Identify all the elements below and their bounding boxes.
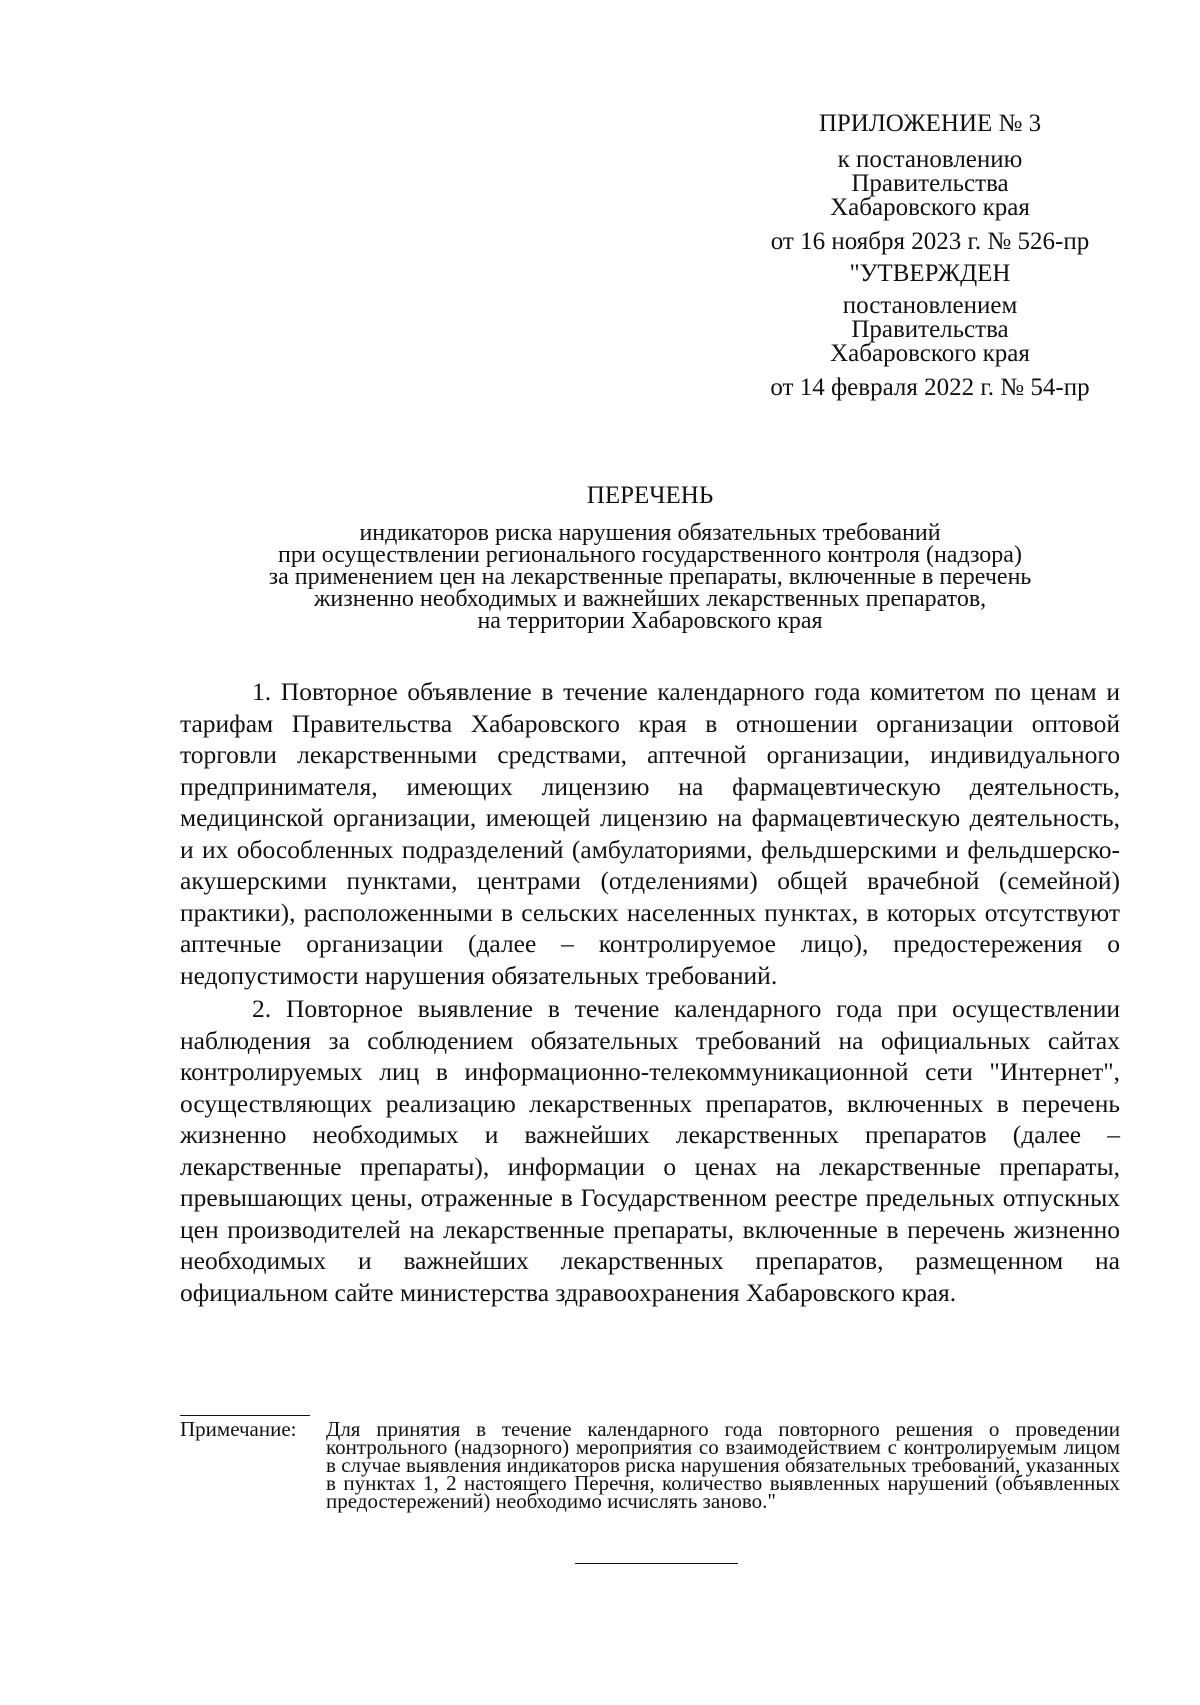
appendix-header — [740, 112, 1120, 408]
resolution-ref-date: от 16 ноября 2023 г. № 526-пр — [770, 228, 1090, 255]
resolution-ref-line-2: Правительства — [851, 170, 1009, 197]
approved-line-3: Хабаровского края — [830, 340, 1030, 367]
approved-label: "УТВЕРЖДЕН — [849, 260, 1011, 287]
resolution-ref-line-1: к постановлению — [837, 146, 1023, 173]
resolution-ref-line-3: Хабаровского края — [830, 194, 1030, 221]
document-body — [180, 676, 1120, 1310]
subtitle-line-3: за применением цен на лекарственные препараты, включенные в перечень — [268, 564, 1032, 590]
subtitle-line-2: при осуществлении регионального государственного контроля (надзора) — [278, 542, 1022, 568]
subtitle-line-1: индикаторов риска нарушения обязательных требований — [359, 520, 941, 546]
document-title: ПЕРЕЧЕНЬ — [586, 482, 714, 509]
paragraph-2: 2. Повторное выявление в течение календарного года при осуществлении наблюдения за соблюдением обязательных требований на официальных сайтах контролируемых лиц в информационно-телекоммуникационной сети "Интернет", осуществляющих реализацию лекарственных препаратов, включенных в перечень жизненно необходимых и важнейших лекарственных препаратов (далее – лекарственные препараты), информации о ценах на лекарственные препараты, превышающих цены, отраженные в Государственном реестре предельных отпускных цен производителей на лекарственные препараты, включенные в перечень жизненно необходимых и важнейших лекарственных препаратов, размещенном на официальном сайте министерства здравоохранения Хабаровского края. — [180, 994, 1120, 1307]
paragraph-1: 1. Повторное объявление в течение календарного года комитетом по ценам и тарифам Правительства Хабаровского края в отношении организации оптовой торговли лекарственными средствами, аптечной организации, индивидуального предпринимателя, имеющих лицензию на фармацевтическую деятельность, медицинской организации, имеющей лицензию на фармацевтическую деятельность, и их обособленных подразделений (амбулаториями, фельдшерскими и фельдшерско-акушерскими пунктами, центрами (отделениями) общей врачебной (семейной) практики), расположенными в сельских населенных пунктах, в которых отсутствуют аптечные организации (далее – контролируемое лицо), предостережения о недопустимости нарушения обязательных требований. — [180, 677, 1120, 990]
approved-line-1: постановлением — [842, 292, 1018, 319]
appendix-title: ПРИЛОЖЕНИЕ № 3 — [818, 110, 1042, 137]
end-divider — [575, 1563, 738, 1564]
approved-date: от 14 февраля 2022 г. № 54-пр — [770, 374, 1090, 401]
subtitle-line-5: на территории Хабаровского края — [477, 608, 823, 634]
approved-line-2: Правительства — [851, 316, 1009, 343]
footnote-label: Примечание: — [180, 1417, 297, 1441]
document-subtitle — [180, 522, 1120, 632]
subtitle-line-4: жизненно необходимых и важнейших лекарственных препаратов, — [313, 586, 987, 612]
footnote-divider — [180, 1415, 310, 1416]
footnote-text: Для принятия в течение календарного года повторного решения о проведении контрольного (надзорного) мероприятия со взаимодействием с контролируемым лицом в случае выявления индикаторов риска нарушения обязательных требований, указанных в пунктах 1, 2 настоящего Перечня, количество выявленных нарушений (объявленных предостережений) необходимо исчислять заново." — [326, 1417, 1120, 1513]
